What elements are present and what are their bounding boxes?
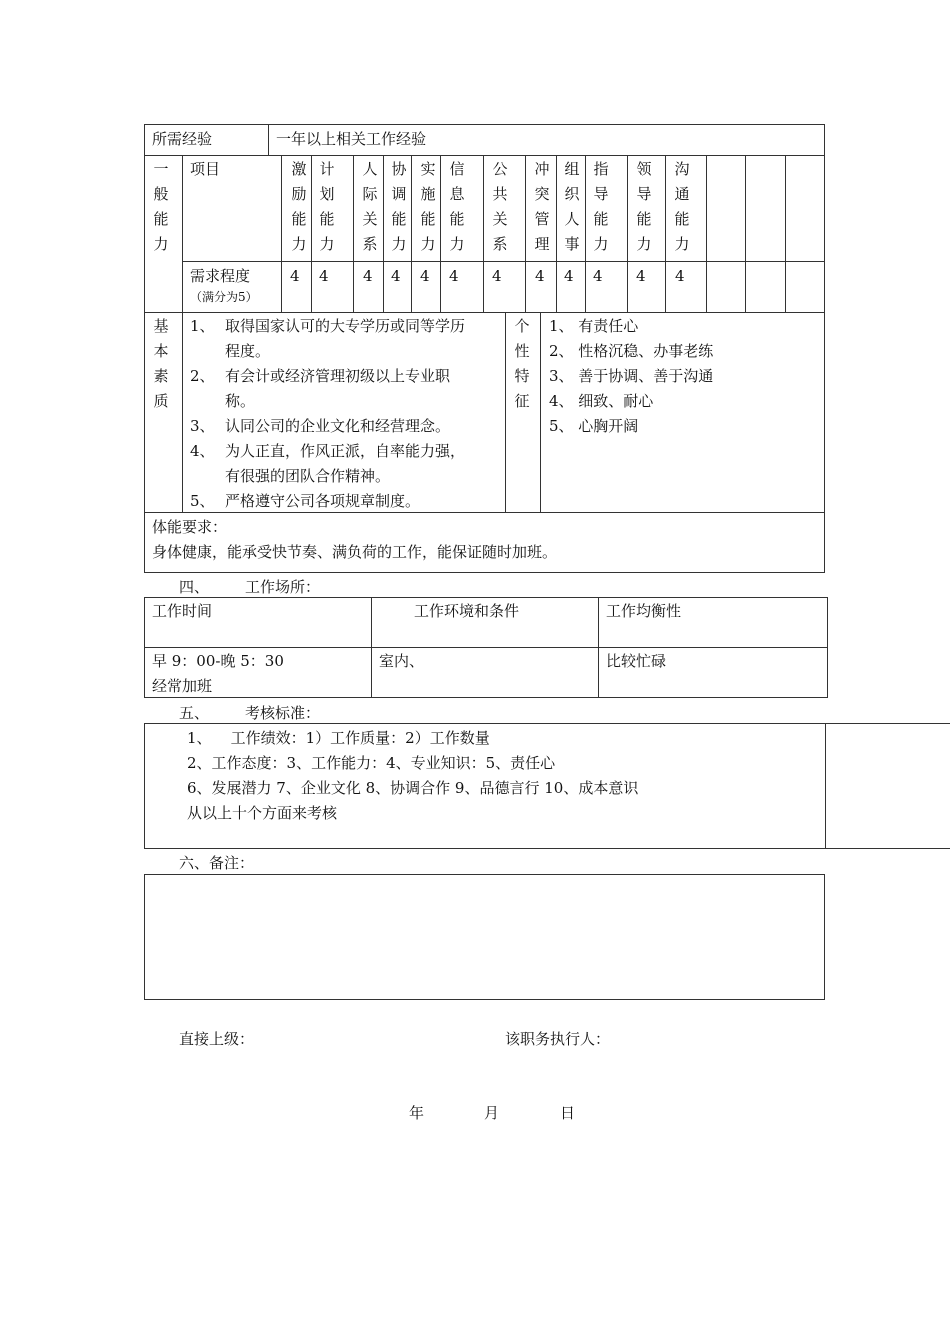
section-number: 五、 [179,704,210,722]
level-value: 4 [492,267,502,285]
remarks-box[interactable] [144,874,825,1000]
divider [706,155,707,312]
balance-value: 比较忙碌 [606,652,667,670]
list-item: 1、 工作绩效：1）工作质量：2）工作数量 [187,729,490,747]
divider [182,312,183,512]
divider [182,261,825,262]
list-item: 有很强的团队合作精神。 [225,467,391,485]
section-heading: 工作场所： [245,578,321,596]
ability-item: 组织人事 [564,160,580,253]
level-value: 4 [449,267,459,285]
experience-label: 所需经验 [152,130,213,148]
environment-header: 工作环境和条件 [414,602,520,620]
ability-item: 冲突管理 [534,160,550,253]
work-time-value: 早 9：00-晚 5：30 [152,652,284,670]
list-item: 5、 心胸开阔 [549,417,639,435]
divider [665,155,666,312]
balance-header: 工作均衡性 [606,602,682,620]
overtime-note: 经常加班 [152,677,213,695]
divider [371,597,372,698]
level-label: 需求程度 [190,267,251,285]
divider [483,155,484,312]
divider [144,312,825,313]
basic-quality-list [190,314,465,514]
level-value: 4 [593,267,603,285]
personality-label: 个性特征 [514,317,530,410]
divider [144,155,825,156]
level-value: 4 [420,267,430,285]
section-heading: 六、备注： [179,854,255,872]
divider [598,597,599,698]
physical-text: 身体健康，能承受快节奏、满负荷的工作，能保证随时加班。 [152,543,558,561]
divider [268,124,269,155]
list-item: 3、 认同公司的企业文化和经营理念。 [190,417,451,435]
divider [540,312,541,512]
divider [440,155,441,312]
divider [627,155,628,312]
list-item: 5、 严格遵守公司各项规章制度。 [190,492,421,510]
list-item: 程度。 [225,342,271,360]
list-item: 1、 取得国家认可的大专学历或同等学历 [190,317,466,335]
list-item: 2、 有会计或经济管理初级以上专业职 [190,367,451,385]
ability-item: 计划能力 [319,160,335,253]
level-value: 4 [391,267,401,285]
divider [825,723,826,849]
list-item: 2、工作态度：3、工作能力：4、专业知识：5、责任心 [187,754,556,772]
divider [585,155,586,312]
ability-item: 激励能力 [291,160,307,253]
basic-quality-label: 基本素质 [153,317,169,410]
holder-signature-label: 该职务执行人： [505,1030,611,1048]
divider [353,155,354,312]
level-value: 4 [535,267,545,285]
divider [281,155,282,312]
ability-item: 协调能力 [391,160,407,253]
ability-item: 领导能力 [636,160,652,253]
list-item: 从以上十个方面来考核 [187,804,338,822]
ability-item: 人际关系 [362,160,378,253]
personality-list [549,314,713,439]
divider [411,155,412,312]
ability-item: 信息能力 [449,160,465,253]
ability-item: 实施能力 [420,160,436,253]
level-value: 4 [319,267,329,285]
general-ability-label: 一般能力 [153,160,169,253]
item-header: 项目 [190,160,221,178]
supervisor-signature-label: 直接上级： [179,1030,255,1048]
level-note: （满分为5） [190,290,258,304]
ability-item: 指导能力 [593,160,609,253]
list-item: 3、 善于协调、善于沟通 [549,367,714,385]
level-value: 4 [564,267,574,285]
list-item: 6、发展潜力 7、企业文化 8、协调合作 9、品德言行 10、成本意识 [187,779,639,797]
date-day: 日 [560,1104,576,1122]
divider [383,155,384,312]
date-year: 年 [409,1104,425,1122]
experience-value: 一年以上相关工作经验 [276,130,427,148]
divider [505,312,506,512]
section-heading: 考核标准： [245,704,321,722]
divider [745,155,746,312]
divider [144,647,828,648]
level-value: 4 [675,267,685,285]
level-value: 4 [363,267,373,285]
list-item: 1、 有责任心 [549,317,639,335]
work-time-header: 工作时间 [152,602,213,620]
ability-item: 公共关系 [492,160,508,253]
date-month: 月 [484,1104,500,1122]
level-value: 4 [636,267,646,285]
assessment-criteria [187,726,638,826]
level-value: 4 [290,267,300,285]
list-item: 2、 性格沉稳、办事老练 [549,342,714,360]
list-item: 4、 细致、耐心 [549,392,654,410]
divider [311,155,312,312]
divider [785,155,786,312]
divider [182,155,183,312]
divider [525,155,526,312]
divider [556,155,557,312]
physical-label: 体能要求： [152,518,228,536]
list-item: 4、 为人正直，作风正派，自率能力强， [190,442,466,460]
list-item: 称。 [225,392,256,410]
environment-value: 室内、 [379,652,425,670]
ability-item: 沟通能力 [674,160,690,253]
section-number: 四、 [179,578,210,596]
